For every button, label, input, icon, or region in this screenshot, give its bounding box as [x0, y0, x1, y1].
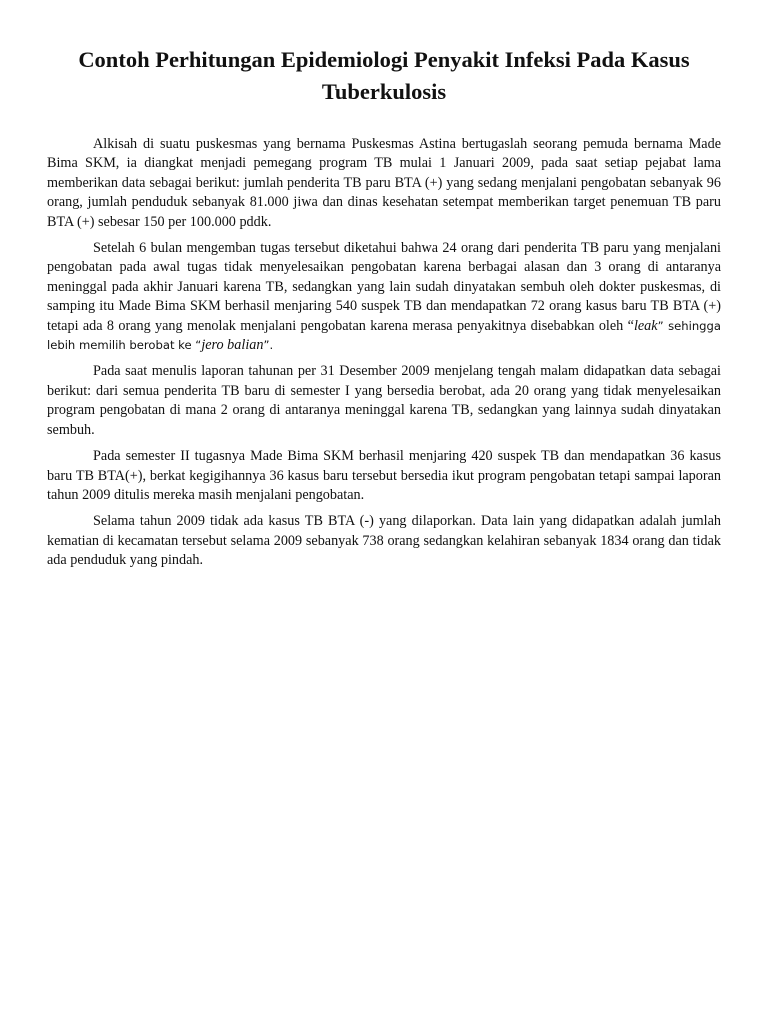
paragraph-2-middle: ” sehingga lebih memilih berobat ke “ [47, 318, 721, 353]
paragraph-1: Alkisah di suatu puskesmas yang bernama Puskesmas Astina bertugaslah seorang pemuda bernama Made Bima SKM, ia diangkat menjadi pemegang program TB mulai 1 Januari 2009, pada saat setiap pejabat lama memberikan data sebagai berikut: jumlah penderita TB paru BTA (+) yang sedang menjalani pengobatan sebanyak 96 orang, jumlah penduduk sebanyak 81.000 jiwa dan dinas kesehatan setempat memberikan target penemuan TB paru BTA (+) sebesar 150 per 100.000 pddk. [47, 136, 721, 230]
italic-term-leak: leak [633, 317, 658, 334]
paragraph-2-end: ”. [263, 338, 274, 353]
paragraph-2-text: Setelah 6 bulan mengemban tugas tersebut diketahui bahwa 24 orang dari penderita TB paru yang menjalani pengobatan pada awal tugas tidak menyelesaikan pengobatan karena berbagai alasan dan 3 orang di antaranya meninggal pada akhir Januari karena TB, sedangkan yang lain sudah dinyatakan sembuh oleh dokter puskesmas, di samping itu Made Bima SKM berhasil menjaring 540 suspek TB dan mendapatkan 72 orang kasus baru TB BTA (+) tetapi ada 8 orang yang menolak menjalani pengobatan karena merasa penyakitnya disebabkan oleh “ [47, 240, 721, 334]
italic-term-jero-balian: jero balian [201, 337, 264, 354]
paragraph-2 [47, 239, 721, 355]
paragraph-5: Selama tahun 2009 tidak ada kasus TB BTA (-) yang dilaporkan. Data lain yang didapatkan adalah jumlah kematian di kecamatan tersebut selama 2009 sebanyak 738 orang sedangkan kelahiran sebanyak 1834 orang dan tidak ada penduduk yang pindah. [47, 513, 721, 569]
document-page [47, 44, 721, 578]
paragraph-4: Pada semester II tugasnya Made Bima SKM berhasil menjaring 420 suspek TB dan mendapatkan 36 kasus baru TB BTA(+), berkat kegigihannya 36 kasus baru tersebut bersedia ikut program pengobatan tetapi sampai laporan tahun 2009 ditulis mereka masih menjalani pengobatan. [47, 448, 721, 503]
document-title: Contoh Perhitungan Epidemiologi Penyakit Infeksi Pada Kasus Tuberkulosis [78, 47, 690, 104]
paragraph-3: Pada saat menulis laporan tahunan per 31 Desember 2009 menjelang tengah malam didapatkan data sebagai berikut: dari semua penderita TB baru di semester I yang bersedia berobat, ada 20 orang yang tidak menyelesaikan program pengobatan di mana 2 orang di antaranya meninggal karena TB, sedangkan yang lainnya sudah dinyatakan sembuh. [47, 363, 721, 438]
